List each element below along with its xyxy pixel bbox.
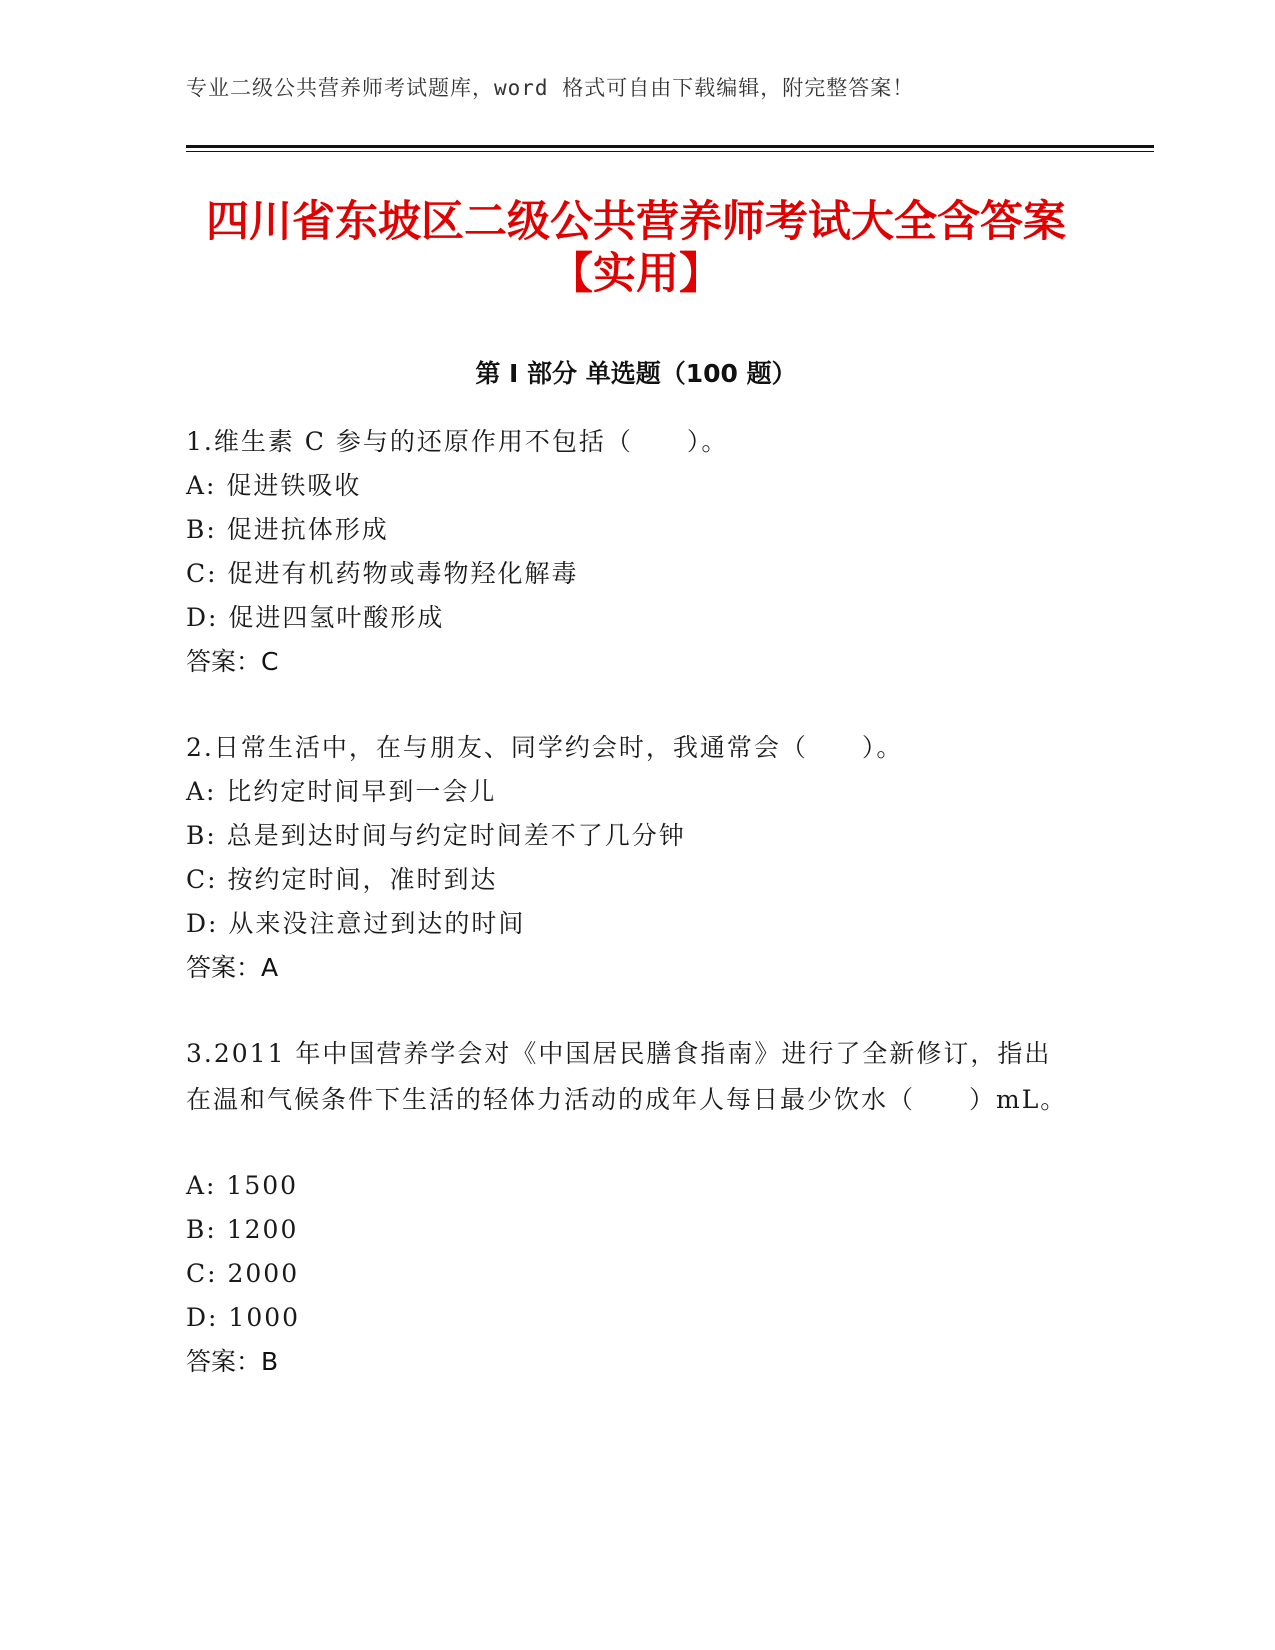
question-3-stem: 3.2011 年中国营养学会对《中国居民膳食指南》进行了全新修订，指出在温和气候条件下生活的轻体力活动的成年人每日最少饮水（ ）mL。 [186, 1039, 1068, 1114]
question-2-option-b: B: 总是到达时间与约定时间差不了几分钟 [186, 821, 686, 850]
question-2-option-c: C: 按约定时间，准时到达 [186, 865, 498, 894]
question-2-stem: 2.日常生活中，在与朋友、同学约会时，我通常会（ ）。 [186, 733, 904, 762]
question-3-option-b: B: 1200 [186, 1215, 299, 1244]
question-3-option-c: C: 2000 [186, 1259, 300, 1288]
document-title: 四川省东坡区二级公共营养师考试大全含答案【实用】 [206, 197, 1066, 299]
question-2-option-a: A: 比约定时间早到一会儿 [186, 777, 497, 806]
section-title: 第 I 部分 单选题（100 题） [475, 359, 797, 388]
header-note: 专业二级公共营养师考试题库，word 格式可自由下载编辑，附完整答案！ [186, 76, 915, 100]
question-1-option-c: C: 促进有机药物或毒物羟化解毒 [186, 559, 579, 588]
question-3-option-d: D: 1000 [186, 1303, 301, 1332]
question-3-option-a: A: 1500 [186, 1171, 299, 1200]
question-1-option-a: A: 促进铁吸收 [186, 471, 362, 500]
header-rule-thin [186, 151, 1154, 152]
question-1-answer: 答案：C [186, 647, 279, 676]
question-2-answer: 答案：A [186, 953, 279, 982]
question-3-answer: 答案：B [186, 1347, 279, 1376]
header-rule-thick [186, 145, 1154, 148]
question-2-option-d: D: 从来没注意过到达的时间 [186, 909, 526, 938]
question-1-option-b: B: 促进抗体形成 [186, 515, 389, 544]
question-1-option-d: D: 促进四氢叶酸形成 [186, 603, 445, 632]
question-1-stem: 1.维生素 C 参与的还原作用不包括（ ）。 [186, 427, 729, 456]
